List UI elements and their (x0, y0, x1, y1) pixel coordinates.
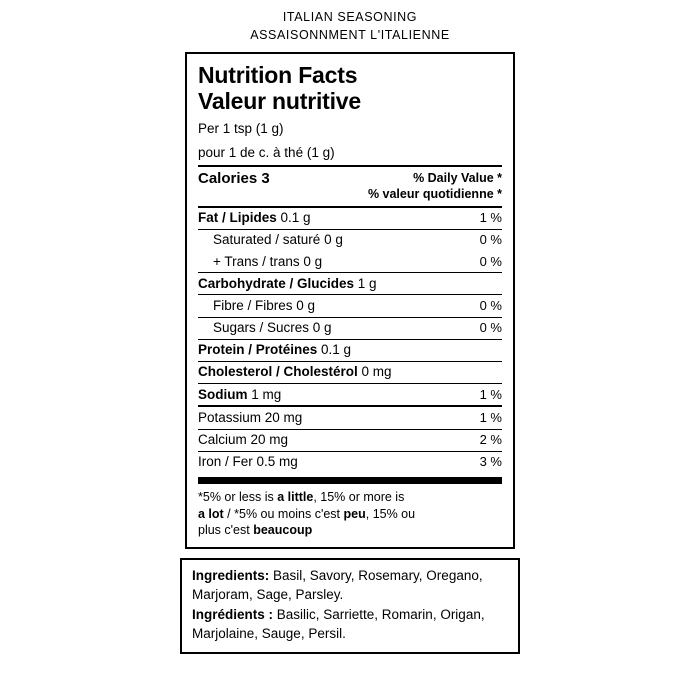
nutrient-dv: 2 % (479, 432, 502, 447)
footnote-text-4: , 15% ou (365, 506, 416, 521)
table-row (198, 208, 502, 229)
nutrient-name: + Trans / trans 0 g (213, 253, 323, 269)
daily-value-footnote (198, 484, 502, 539)
table-row (198, 318, 502, 339)
nutrient-amount: 1 g (354, 275, 377, 291)
ingredients-label-en: Ingredients: (192, 568, 270, 584)
daily-value-header-fr: % valeur quotidienne * (367, 186, 502, 201)
footnote-text-3: / *5% ou moins c'est (223, 506, 344, 521)
divider-thick-bottom (198, 477, 502, 484)
nutrient-dv: 1 % (479, 386, 502, 402)
nutrient-name: Iron / Fer 0.5 mg (198, 454, 298, 470)
nutrient-name: Calcium 20 mg (198, 432, 289, 447)
nutrition-title-en: Nutrition Facts (198, 62, 358, 89)
nutrition-facts-panel (185, 52, 515, 549)
footnote-emphasis-a-lot: a lot (198, 506, 224, 521)
nutrient-name: Sugars / Sucres 0 g (213, 320, 332, 336)
ingredients-text-fr: Basilic, Sarriette, Romarin, Origan, Marjolaine, Sauge, Persil. (192, 607, 485, 641)
table-row (198, 273, 502, 294)
nutrient-name: Carbohydrate / Glucides (198, 275, 355, 291)
nutrient-name: Fat / Lipides (198, 210, 277, 226)
footnote-text-1: *5% or less is (198, 489, 278, 504)
nutrient-amount: 0 mg (357, 364, 392, 380)
table-row (198, 230, 502, 251)
footnote-emphasis-peu: peu (343, 506, 366, 521)
nutrient-name: Cholesterol / Cholestérol (198, 364, 358, 380)
nutrient-name: Potassium 20 mg (198, 409, 303, 425)
table-row (198, 295, 502, 316)
footnote-emphasis-a-little: a little (277, 489, 314, 504)
ingredients-label-fr: Ingrédients : (192, 607, 274, 623)
footnote-text-5: plus c'est (198, 523, 254, 538)
serving-size-en: Per 1 tsp (1 g) (198, 121, 284, 137)
table-row (198, 452, 502, 473)
product-name-en: ITALIAN SEASONING (282, 10, 418, 24)
ingredients-fr (192, 606, 508, 643)
ingredients-text-en: Basil, Savory, Rosemary, Oregano, Marjoram, Sage, Parsley. (192, 568, 483, 602)
table-row (198, 430, 502, 451)
serving-size-fr: pour 1 de c. à thé (1 g) (198, 145, 335, 161)
daily-value-header (368, 170, 502, 203)
table-row (198, 407, 502, 428)
ingredients-panel (180, 558, 520, 654)
nutrient-dv: 0 % (479, 320, 502, 336)
nutrient-dv: 0 % (479, 232, 502, 248)
table-row (198, 384, 502, 405)
nutrient-amount: 0.1 g (276, 210, 311, 226)
footnote-emphasis-beaucoup: beaucoup (253, 523, 313, 538)
daily-value-header-en: % Daily Value * (413, 171, 502, 186)
calories-row (198, 167, 502, 206)
footnote-text-2: , 15% or more is (313, 489, 405, 504)
table-row (198, 251, 502, 272)
nutrient-amount: 0.1 g (317, 342, 352, 358)
table-row (198, 340, 502, 361)
nutrient-name: Saturated / saturé 0 g (213, 232, 343, 248)
calories-label: Calories 3 (198, 170, 270, 188)
nutrient-dv: 0 % (479, 297, 502, 313)
ingredients-en (192, 567, 508, 604)
nutrient-dv: 3 % (479, 454, 502, 470)
nutrition-title-fr: Valeur nutritive (198, 88, 361, 115)
nutrient-amount: 1 mg (247, 386, 282, 402)
nutrient-dv: 1 % (479, 210, 502, 226)
nutrient-name: Sodium (198, 386, 248, 402)
product-name-fr: ASSAISONNMENT L'ITALIENNE (250, 28, 450, 43)
table-row (198, 362, 502, 383)
product-title (250, 8, 450, 44)
nutrient-dv: 0 % (479, 253, 502, 269)
nutrient-dv: 1 % (479, 409, 502, 425)
nutrient-name: Protein / Protéines (198, 342, 318, 358)
nutrient-name: Fibre / Fibres 0 g (213, 297, 316, 313)
